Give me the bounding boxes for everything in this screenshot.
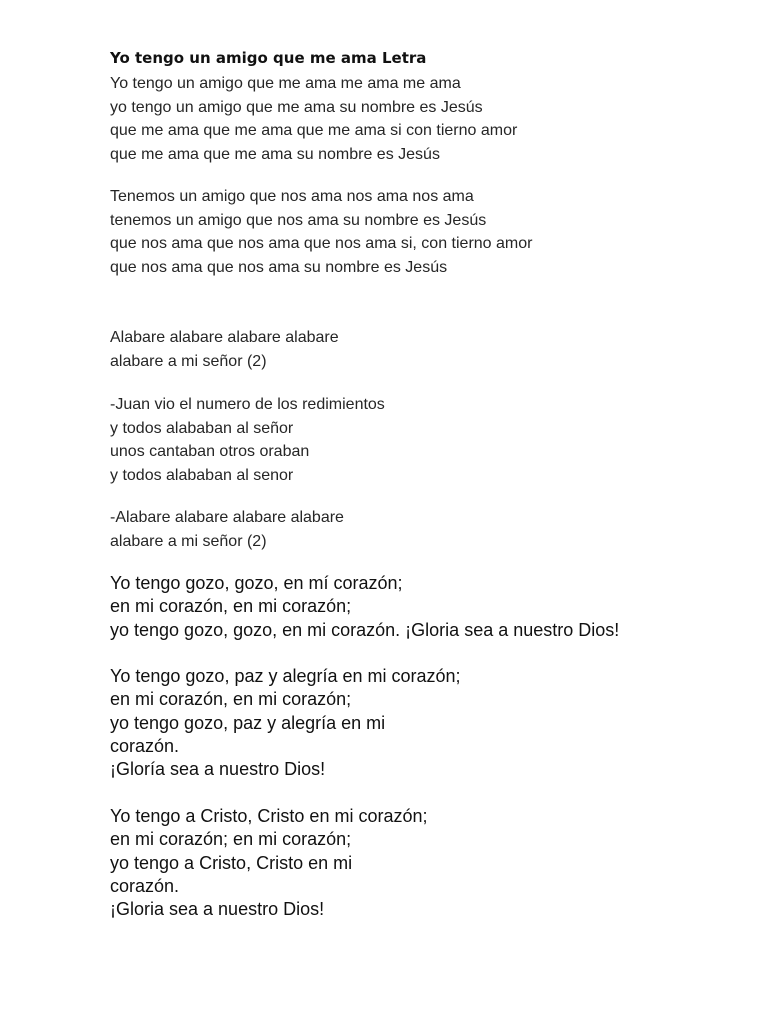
lyric-line: corazón. xyxy=(110,875,180,896)
lyric-line: Tenemos un amigo que nos ama nos ama nos ama xyxy=(110,188,474,205)
lyric-line: Alabare alabare alabare alabare xyxy=(110,329,339,346)
lyric-line: que me ama que me ama su nombre es Jesús xyxy=(110,145,440,163)
lyric-line: ¡Gloria sea a nuestro Dios! xyxy=(110,899,325,920)
page-title: Yo tengo un amigo que me ama Letra xyxy=(110,49,427,67)
lyric-line: unos cantaban otros oraban xyxy=(110,443,310,460)
lyric-line: en mi corazón, en mi corazón; xyxy=(110,689,352,710)
lyric-line: yo tengo un amigo que me ama su nombre es Jesús xyxy=(110,98,483,116)
lyric-line: en mi corazón, en mi corazón; xyxy=(110,596,352,617)
lyric-line: y todos alababan al senor xyxy=(110,466,294,484)
lyric-line: que nos ama que nos ama su nombre es Jesús xyxy=(110,258,448,276)
stanza-2 xyxy=(110,185,532,279)
lyric-line: -Alabare alabare alabare alabare xyxy=(110,509,344,526)
stanza-1 xyxy=(110,72,517,166)
stanza-6 xyxy=(110,572,619,642)
stanza-8 xyxy=(110,805,428,921)
stanza-5 xyxy=(110,506,344,553)
lyric-line: ¡Gloría sea a nuestro Dios! xyxy=(110,759,326,780)
lyric-line: alabare a mi señor (2) xyxy=(110,352,267,370)
lyric-line: y todos alababan al señor xyxy=(110,419,294,437)
stanza-4 xyxy=(110,393,385,487)
lyric-line: yo tengo gozo, paz y alegría en mi xyxy=(110,712,386,733)
lyric-line: -Juan vio el numero de los redimientos xyxy=(110,396,385,413)
lyric-line: yo tengo a Cristo, Cristo en mi xyxy=(110,852,353,873)
lyric-line: corazón. xyxy=(110,735,180,756)
stanza-3 xyxy=(110,326,339,373)
lyric-line: Yo tengo un amigo que me ama me ama me ama xyxy=(110,75,461,92)
lyric-line: que nos ama que nos ama que nos ama si, con tierno amor xyxy=(110,235,533,252)
lyric-line: que me ama que me ama que me ama si con tierno amor xyxy=(110,122,518,139)
lyric-line: Yo tengo gozo, gozo, en mí corazón; xyxy=(110,573,403,593)
stanza-7 xyxy=(110,665,461,781)
lyric-line: yo tengo gozo, gozo, en mi corazón. ¡Gloria sea a nuestro Dios! xyxy=(110,619,620,640)
lyric-line: tenemos un amigo que nos ama su nombre es Jesús xyxy=(110,211,487,229)
lyric-line: alabare a mi señor (2) xyxy=(110,532,267,550)
lyric-line: Yo tengo gozo, paz y alegría en mi corazón; xyxy=(110,666,461,686)
lyric-line: Yo tengo a Cristo, Cristo en mi corazón; xyxy=(110,806,428,826)
lyric-line: en mi corazón; en mi corazón; xyxy=(110,829,352,850)
